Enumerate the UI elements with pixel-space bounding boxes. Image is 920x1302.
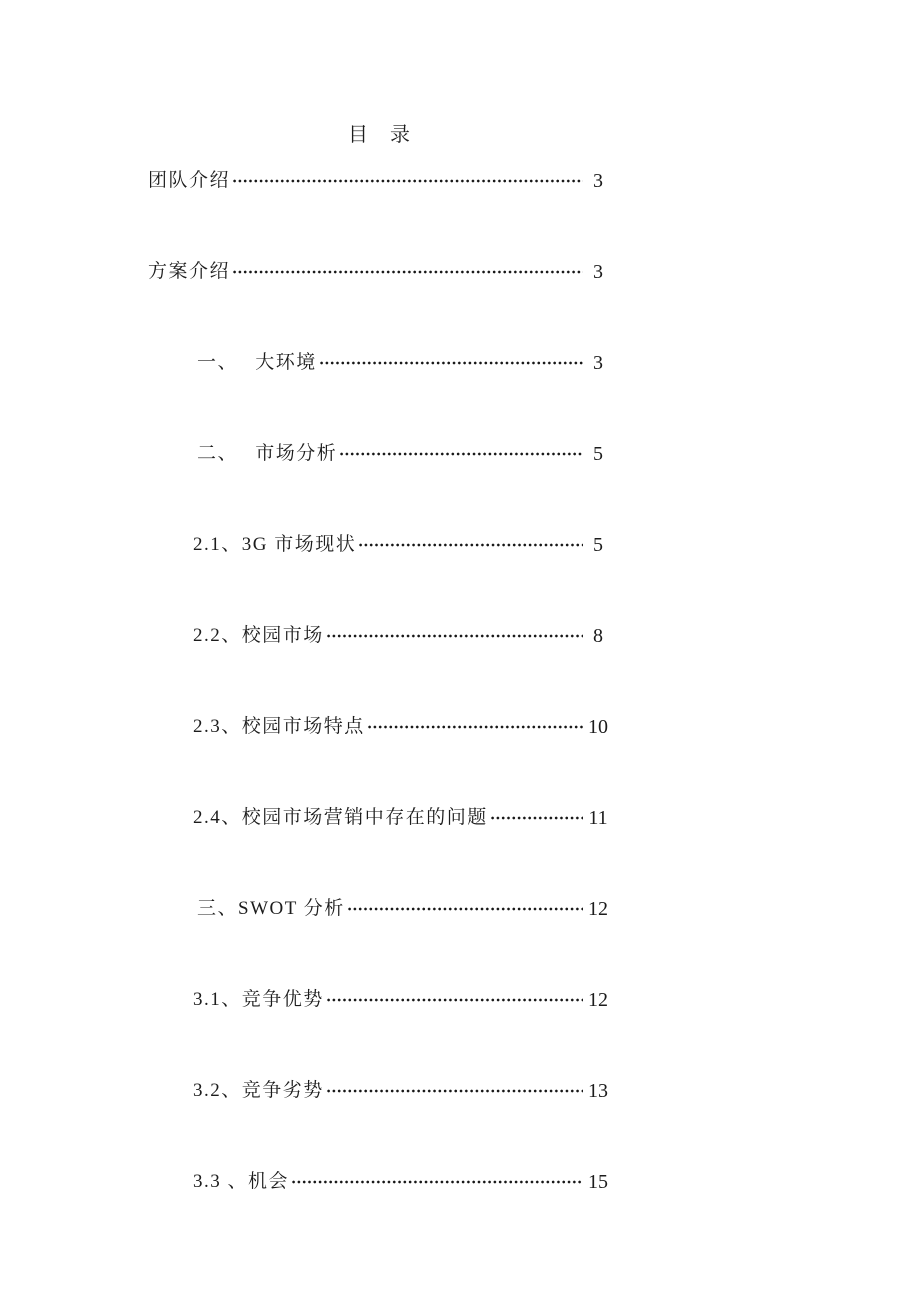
toc-entry-label: 三、SWOT 分析 bbox=[197, 898, 345, 919]
toc-entry[interactable] bbox=[148, 1169, 611, 1195]
toc-entry-page-number: 3 bbox=[593, 261, 603, 283]
toc-entry[interactable] bbox=[148, 532, 611, 558]
toc-entry-page-number: 15 bbox=[588, 1171, 608, 1193]
toc-dot-leader bbox=[291, 1169, 583, 1195]
toc-entry-label: 2.4、校园市场营销中存在的问题 bbox=[193, 807, 488, 828]
toc-dot-leader bbox=[319, 350, 583, 376]
toc-dot-leader bbox=[232, 259, 583, 285]
page-title: 目 录 bbox=[348, 124, 411, 146]
table-of-contents bbox=[148, 168, 611, 1195]
toc-entry-label: 2.3、校园市场特点 bbox=[193, 716, 365, 737]
toc-entry-label: 一、 大环境 bbox=[197, 352, 317, 373]
toc-entry-label: 3.2、竞争劣势 bbox=[193, 1080, 324, 1101]
toc-entry-label: 二、 市场分析 bbox=[197, 443, 338, 464]
toc-entry-page-number: 5 bbox=[593, 443, 603, 465]
toc-dot-leader bbox=[326, 1078, 583, 1104]
toc-entry-page-number: 3 bbox=[593, 170, 603, 192]
toc-entry[interactable] bbox=[148, 168, 611, 194]
toc-entry[interactable] bbox=[148, 1078, 611, 1104]
toc-dot-leader bbox=[347, 896, 583, 922]
toc-dot-leader bbox=[367, 714, 583, 740]
toc-entry-page-number: 12 bbox=[588, 989, 608, 1011]
toc-entry[interactable] bbox=[148, 259, 611, 285]
toc-entry-label: 团队介绍 bbox=[148, 170, 231, 191]
document-content bbox=[148, 0, 611, 1260]
toc-entry-page-number: 10 bbox=[588, 716, 608, 738]
toc-entry-page-number: 5 bbox=[593, 534, 603, 556]
toc-entry[interactable] bbox=[148, 714, 611, 740]
toc-entry-page-number: 12 bbox=[588, 898, 608, 920]
toc-dot-leader bbox=[326, 623, 583, 649]
toc-entry[interactable] bbox=[148, 896, 611, 922]
toc-entry-label: 2.2、校园市场 bbox=[193, 625, 324, 646]
toc-entry-label: 3.3 、机会 bbox=[193, 1171, 290, 1192]
toc-entry[interactable] bbox=[148, 805, 611, 831]
toc-dot-leader bbox=[232, 168, 583, 194]
toc-entry[interactable] bbox=[148, 623, 611, 649]
toc-dot-leader bbox=[326, 987, 583, 1013]
toc-entry-page-number: 8 bbox=[593, 625, 603, 647]
toc-entry[interactable] bbox=[148, 350, 611, 376]
toc-entry[interactable] bbox=[148, 441, 611, 467]
toc-dot-leader bbox=[490, 805, 583, 831]
toc-entry-label: 3.1、竞争优势 bbox=[193, 989, 324, 1010]
toc-dot-leader bbox=[358, 532, 583, 558]
toc-entry[interactable] bbox=[148, 987, 611, 1013]
toc-entry-label: 2.1、3G 市场现状 bbox=[193, 534, 357, 555]
toc-dot-leader bbox=[339, 441, 583, 467]
toc-entry-page-number: 13 bbox=[588, 1080, 608, 1102]
toc-entry-label: 方案介绍 bbox=[148, 261, 231, 282]
toc-entry-page-number: 11 bbox=[588, 807, 608, 829]
toc-entry-page-number: 3 bbox=[593, 352, 603, 374]
